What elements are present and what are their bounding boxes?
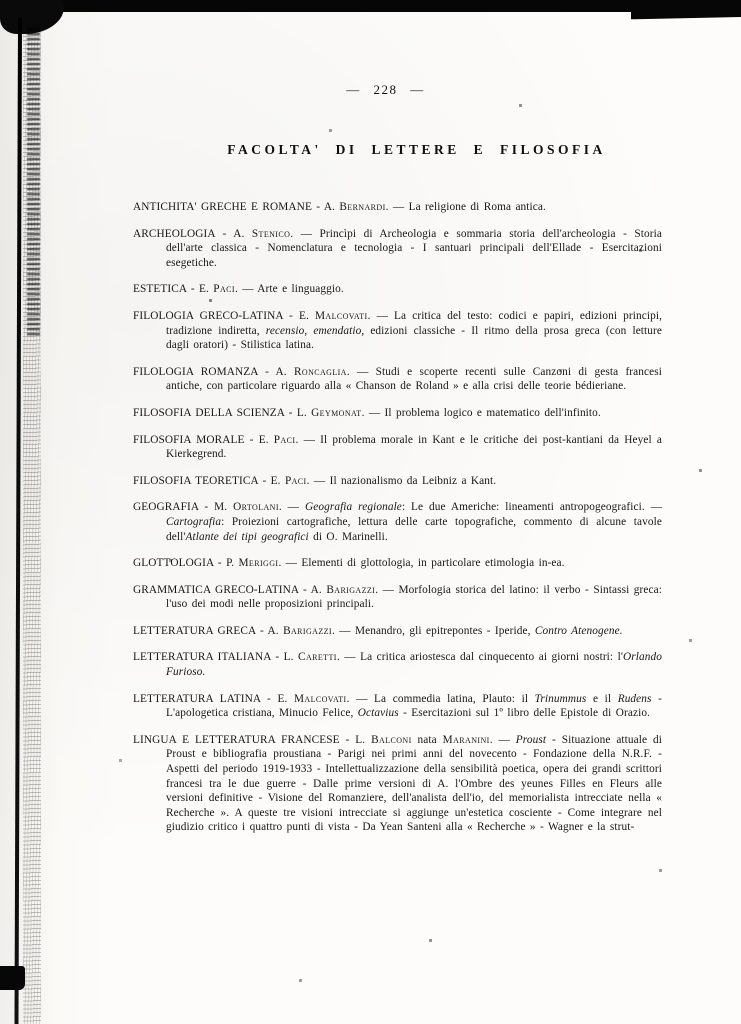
scan-artifact-bottom-tab <box>0 966 25 990</box>
course-entry <box>133 692 662 721</box>
entry-text: - Situazione attuale di Proust e bibliografia proustiana - Parigi nei primi anni del novecento - Fondazione della N.R.F. - Aspetti del periodo 1919-1933 - Intellettualizzazione della sensibilità poetica, opera dei grandi scrittori francesi tra le due guerre - Dalle prime versioni di A. l'Ombre des yeunes Filles en Fleurs alle versioni definitive - Visione del Romanziere, dell'analista dell'io, del memorialista intrecciate nella « Recherche ». A queste tre visioni intrecciate si aggiunge un'estetica cosciente - Come integrare nel giudizio critico i quattro punti di vista - Da Yean Santeni alla « Recherche » - Wagner e la strut- <box>166 733 662 834</box>
page-number: — 228 — <box>346 82 425 97</box>
professor-name: Maranini <box>442 733 490 746</box>
entry-text: GRAMMATICA GRECO-LATINA - A. <box>133 583 327 596</box>
professor-name: Roncaglia <box>293 365 347 378</box>
professor-name: Bernardi <box>339 201 386 213</box>
entry-text: edizioni classiche - Il ritmo della prosa greca (con letture dagli oratori) - Stilistica latina. <box>166 324 663 352</box>
entry-text: - Esercitazioni sul 1º libro delle Epistole di Orazio. <box>398 707 651 720</box>
course-entry <box>133 556 662 571</box>
professor-name: Balconi <box>371 733 412 746</box>
entry-text: FILOSOFIA MORALE - E. <box>133 433 274 446</box>
entry-text: . — Menandro, gli epitrepontes - Iperide, <box>331 624 535 637</box>
entry-text: Atlante dei tipi geografici <box>185 530 309 543</box>
entry-text: : Le due Americhe: lineamenti antropogeografici. — <box>401 501 662 514</box>
entry-text: GLOTTOLOGIA - P. <box>133 557 239 570</box>
entry-text: FILOLOGIA ROMANZA - A. <box>133 365 294 378</box>
entry-text: LETTERATURA ITALIANA - L. <box>133 651 299 664</box>
professor-name: Meriggi <box>238 557 279 570</box>
entry-text: - L'apologetica cristiana, Minucio Felice, <box>166 692 662 720</box>
entry-text: Trinummus <box>534 692 587 705</box>
entry-text: ESTETICA - E. <box>133 283 214 296</box>
entry-text: Contro Atenogene. <box>534 624 623 637</box>
professor-name: Paci <box>284 474 307 487</box>
entry-text: FILOLOGIA GRECO-LATINA - E. <box>133 309 315 322</box>
professor-name: Paci <box>213 283 235 296</box>
entry-text: Geografia regionale <box>304 501 402 514</box>
entry-text: LINGUA E LETTERATURA FRANCESE - L. <box>133 733 372 746</box>
entry-text: ARCHEOLOGIA - A. <box>133 227 252 240</box>
course-entry <box>133 200 662 215</box>
course-entry <box>133 227 662 271</box>
entry-text: . — Elementi di glottologia, in particolare etimologia in-ea. <box>278 557 565 570</box>
course-entry <box>133 650 662 679</box>
course-entry <box>133 282 662 297</box>
professor-name: Geymonat <box>311 406 362 419</box>
scan-artifact-specks <box>0 0 1 1</box>
professor-name: Barigazzi <box>326 583 376 596</box>
professor-name: Malcovati <box>314 309 368 322</box>
professor-name: Caretti <box>298 651 337 664</box>
course-entries-list <box>133 200 662 835</box>
entry-text: e il <box>586 692 618 705</box>
course-entry <box>133 474 662 489</box>
entry-text: . — Princìpi di Archeologia e sommaria storia dell'archeologia - Storia dell'arte classica - Nomenclatura e tecnologia - I santuari principali dell'Ellade - Esercitazioni esegetiche. <box>166 227 662 269</box>
entry-text: recensio, emendatio, <box>265 324 365 337</box>
entry-text: . — La religione di Roma antica. <box>385 201 546 213</box>
course-entry <box>133 500 662 544</box>
entry-text: nata <box>411 733 443 746</box>
entry-text: : Proiezioni cartografiche, lettura delle carte topografiche, commento di alcune tavole dell' <box>166 515 662 543</box>
entry-text: . — La commedia latina, Plauto: il <box>346 692 535 705</box>
entry-text: Cartografia <box>166 515 222 528</box>
entry-text: . — Studi e scoperte recenti sulle Canzoni di gesta francesi antiche, con particolare riguardo alla « Chanson de Roland » e alla crisi delle teorie bédieriane. <box>166 365 662 393</box>
course-entry <box>133 624 662 639</box>
course-entry <box>133 733 662 835</box>
page-title: FACOLTA' DI LETTERE E FILOSOFIA <box>227 142 606 157</box>
entry-text: Proust <box>515 733 547 746</box>
professor-name: Stenico <box>251 227 291 240</box>
entry-text: Octavius <box>357 707 399 720</box>
course-entry <box>133 433 662 462</box>
scan-artifact-binding-heavy-band <box>27 28 40 338</box>
entry-text: . — <box>278 501 305 514</box>
entry-text: . — Il problema logico e matematico dell'infinito. <box>361 406 601 419</box>
entry-text: GEOGRAFIA - M. <box>133 501 234 514</box>
scan-artifact-binding-line <box>14 18 22 1024</box>
entry-text: Orlando Furioso. <box>166 651 662 679</box>
entry-text: . — Il problema morale in Kant e le critiche dei post-kantiani da Heyel a Kierkegrend. <box>166 433 663 461</box>
scan-artifact-top-bar-right <box>631 0 741 19</box>
entry-text: . — Il nazionalismo da Leibniz a Kant. <box>306 474 497 487</box>
entry-text: LETTERATURA GRECA - A. <box>133 624 284 637</box>
entry-text: LETTERATURA LATINA - E. <box>133 692 294 705</box>
entry-text: FILOSOFIA DELLA SCIENZA - L. <box>133 406 312 419</box>
page-content <box>133 82 662 847</box>
entry-text: . — Morfologia storica del latino: il verbo - Sintassi greca: l'uso dei modi nelle proposizioni principali. <box>166 583 662 611</box>
professor-name: Malcovati <box>293 692 347 705</box>
course-entry <box>133 406 662 421</box>
professor-name: Paci <box>273 433 296 446</box>
entry-text: Rudens <box>617 692 652 705</box>
entry-text: . — <box>489 733 516 746</box>
entry-text: . — La critica ariostesca dal cinquecento ai giorni nostri: l' <box>336 651 623 664</box>
course-entry <box>133 309 662 353</box>
scan-artifact-top-bar <box>0 0 741 12</box>
course-entry <box>133 583 662 612</box>
professor-name: Barigazzi <box>283 624 332 637</box>
entry-text: FILOSOFIA TEORETICA - E. <box>133 474 285 487</box>
entry-text: . — La critica del testo: codici e papiri, edizioni principi, tradizione indiretta, <box>166 309 662 337</box>
course-entry <box>133 365 662 394</box>
entry-text: ANTICHITA' GRECHE E ROMANE - A. <box>133 201 340 213</box>
entry-text: di O. Marinelli. <box>308 530 388 543</box>
entry-text: . — Arte e linguaggio. <box>234 283 344 296</box>
professor-name: Ortolani <box>233 501 279 514</box>
